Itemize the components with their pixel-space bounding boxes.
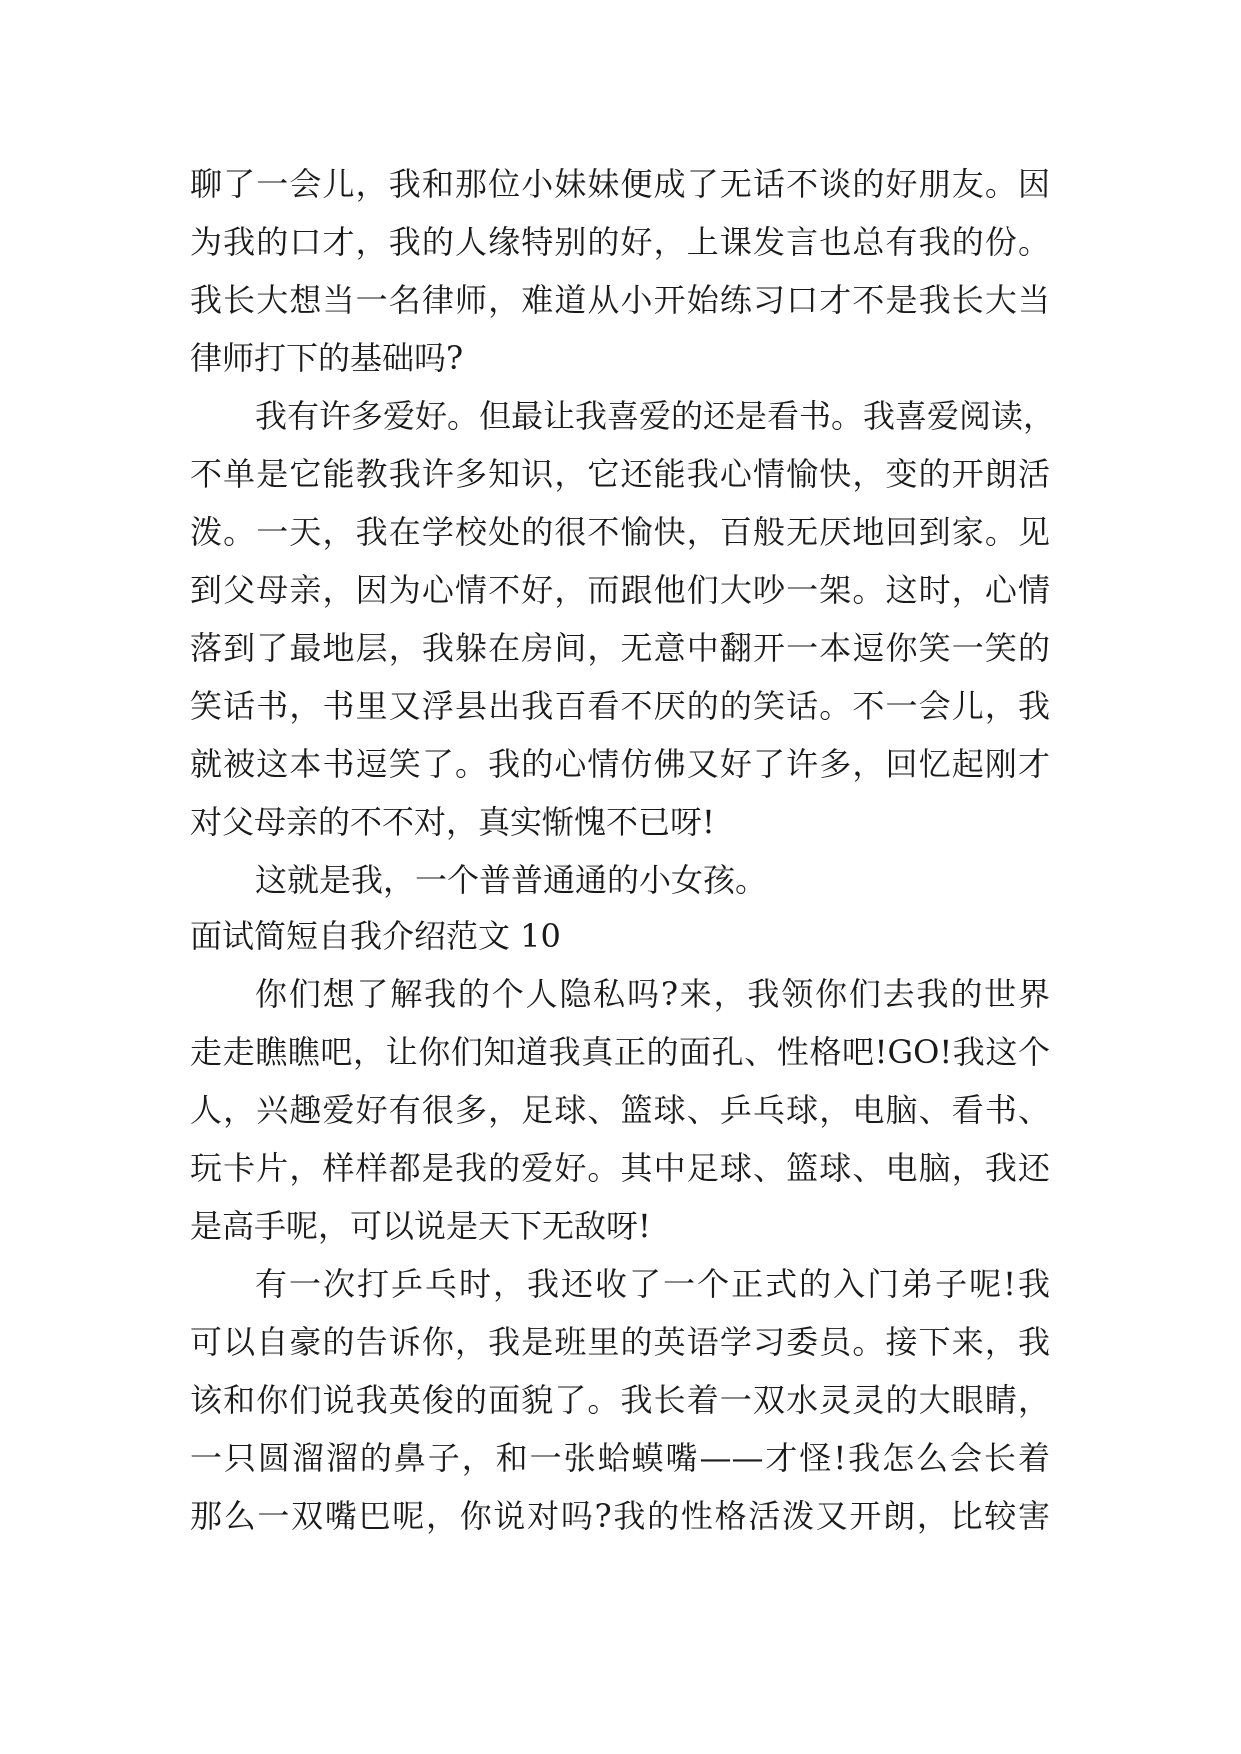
text-line: 就被这本书逗笑了。我的心情仿佛又好了许多，回忆起刚才 (190, 745, 1050, 783)
text-line: 走走瞧瞧吧，让你们知道我真正的面孔、性格吧!GO!我这个 (190, 1033, 1050, 1071)
text-line: 不单是它能教我许多知识，它还能我心情愉快，变的开朗活 (190, 455, 1050, 493)
text-line: 落到了最地层，我躲在房间，无意中翻开一本逗你笑一笑的 (190, 629, 1050, 667)
text-line: 是高手呢，可以说是天下无敌呀! (190, 1207, 651, 1245)
paragraph-first-line: 这就是我，一个普普通通的小女孩。 (255, 861, 768, 899)
text-line: 为我的口才，我的人缘特别的好，上课发言也总有我的份。 (190, 223, 1050, 261)
text-line: 笑话书，书里又浮县出我百看不厌的的笑话。不一会儿，我 (190, 687, 1050, 725)
text-line: 聊了一会儿，我和那位小妹妹便成了无话不谈的好朋友。因 (190, 165, 1050, 203)
text-line: 我长大想当一名律师，难道从小开始练习口才不是我长大当 (190, 281, 1050, 319)
paragraph-first-line: 有一次打乒乓时，我还收了一个正式的入门弟子呢!我 (255, 1265, 1050, 1303)
section-heading: 面试简短自我介绍范文 10 (190, 917, 561, 955)
text-line: 可以自豪的告诉你，我是班里的英语学习委员。接下来，我 (190, 1323, 1050, 1361)
text-line: 到父母亲，因为心情不好，而跟他们大吵一架。这时，心情 (190, 571, 1050, 609)
text-line: 泼。一天，我在学校处的很不愉快，百般无厌地回到家。见 (190, 513, 1050, 551)
text-line: 那么一双嘴巴呢，你说对吗?我的性格活泼又开朗，比较害 (190, 1497, 1050, 1535)
paragraph-first-line: 你们想了解我的个人隐私吗?来，我领你们去我的世界 (255, 975, 1050, 1013)
text-line: 律师打下的基础吗? (190, 339, 464, 377)
text-line: 对父母亲的不不对，真实惭愧不已呀! (190, 803, 715, 841)
text-line: 一只圆溜溜的鼻子，和一张蛤蟆嘴——才怪!我怎么会长着 (190, 1439, 1050, 1477)
text-line: 人，兴趣爱好有很多，足球、篮球、乒乓球，电脑、看书、 (190, 1091, 1050, 1129)
text-line: 玩卡片，样样都是我的爱好。其中足球、篮球、电脑，我还 (190, 1149, 1050, 1187)
paragraph-first-line: 我有许多爱好。但最让我喜爱的还是看书。我喜爱阅读， (255, 397, 1056, 435)
text-line: 该和你们说我英俊的面貌了。我长着一双水灵灵的大眼睛， (190, 1381, 1050, 1419)
